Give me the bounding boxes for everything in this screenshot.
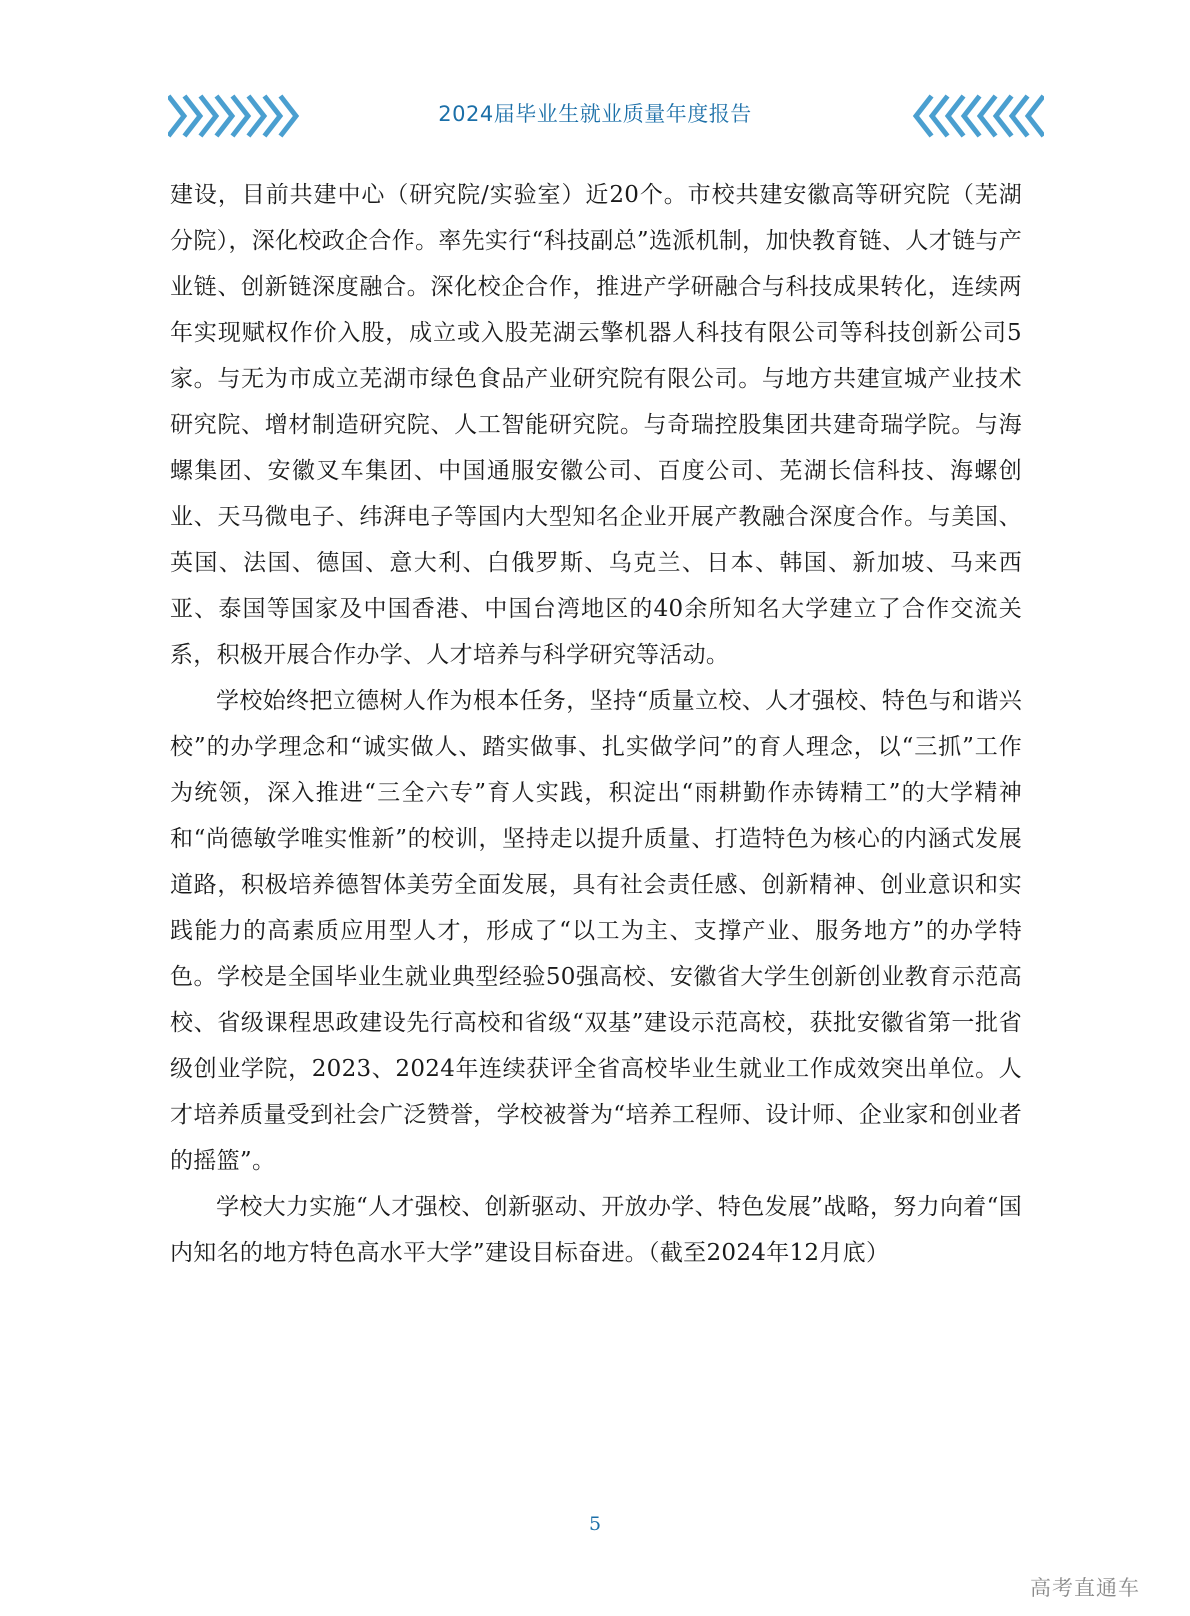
chevron-left-decoration-icon [912,92,1044,140]
paragraph-continued: 建设，目前共建中心（研究院/实验室）近20个。市校共建安徽高等研究院（芜湖分院），深化校政企合作。率先实行“科技副总”选派机制，加快教育链、人才链与产业链、创新链深度融合。深化校企合作，推进产学研融合与科技成果转化，连续两年实现赋权作价入股，成立或入股芜湖云擎机器人科技有限公司等科技创新公司5家。与无为市成立芜湖市绿色食品产业研究院有限公司。与地方共建宣城产业技术研究院、增材制造研究院、人工智能研究院。与奇瑞控股集团共建奇瑞学院。与海螺集团、安徽叉车集团、中国通服安徽公司、百度公司、芜湖长信科技、海螺创业、天马微电子、纬湃电子等国内大型知名企业开展产教融合深度合作。与美国、英国、法国、德国、意大利、白俄罗斯、乌克兰、日本、韩国、新加坡、马来西亚、泰国等国家及中国香港、中国台湾地区的40余所知名大学建立了合作交流关系，积极开展合作办学、人才培养与科学研究等活动。 [170,182,1022,668]
page-header [0,88,1190,148]
paragraph: 学校大力实施“人才强校、创新驱动、开放办学、特色发展”战略，努力向着“国内知名的地方特色高水平大学”建设目标奋进。（截至2024年12月底） [170,1194,1022,1266]
paragraph: 学校始终把立德树人作为根本任务，坚持“质量立校、人才强校、特色与和谐兴校”的办学理念和“诚实做人、踏实做事、扎实做学问”的育人理念，以“三抓”工作为统领，深入推进“三全六专”育人实践，积淀出“雨耕勤作赤铸精工”的大学精神和“尚德敏学唯实惟新”的校训，坚持走以提升质量、打造特色为核心的内涵式发展道路，积极培养德智体美劳全面发展，具有社会责任感、创新精神、创业意识和实践能力的高素质应用型人才，形成了“以工为主、支撑产业、服务地方”的办学特色。学校是全国毕业生就业典型经验50强高校、安徽省大学生创新创业教育示范高校、省级课程思政建设先行高校和省级“双基”建设示范高校，获批安徽省第一批省级创业学院，2023、2024年连续获评全省高校毕业生就业工作成效突出单位。人才培养质量受到社会广泛赞誉，学校被誉为“培养工程师、设计师、企业家和创业者的摇篮”。 [170,688,1022,1174]
body-text [170,172,1022,1276]
report-title: 2024届毕业生就业质量年度报告 [438,102,752,126]
page-number: 5 [588,1513,602,1535]
watermark: 高考直通车 [1030,1576,1140,1600]
